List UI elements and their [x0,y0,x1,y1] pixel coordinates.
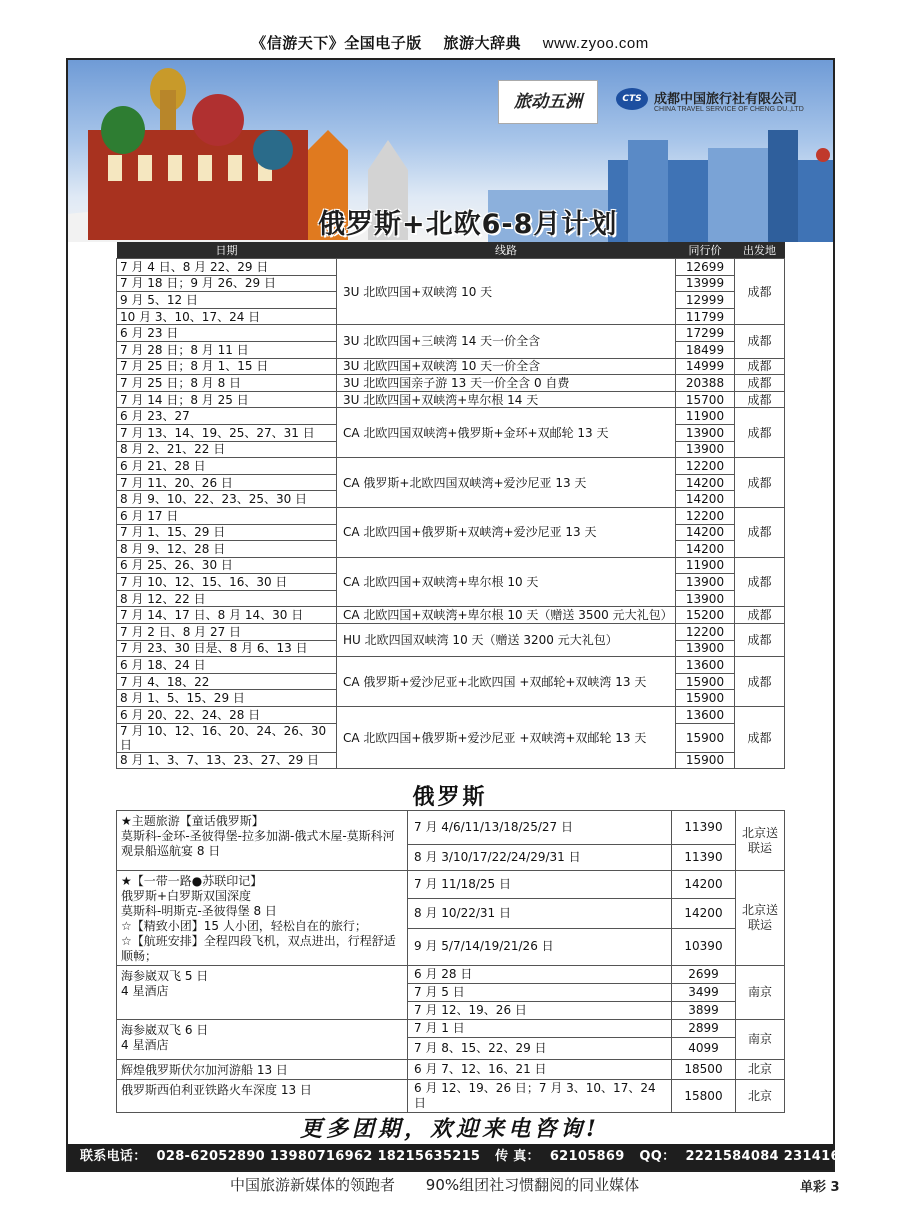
price-cell: 3899 [672,1002,736,1020]
departure-cell: 成都 [735,657,785,707]
header-route: 线路 [337,242,676,259]
date-cell: 7 月 11、20、26 日 [117,474,337,491]
date-cell: 10 月 3、10、17、24 日 [117,308,337,325]
qq-numbers: 2221584084 2314168520 [685,1149,878,1164]
cts-emblem-icon: CTS [616,88,648,110]
date-cell: 7 月 10、12、15、16、30 日 [117,574,337,591]
date-cell: 6 月 18、24 日 [117,657,337,674]
departure-cell: 成都 [735,607,785,624]
price-cell: 11390 [672,845,736,871]
date-cell: 8 月 1、3、7、13、23、27、29 日 [117,752,337,769]
table-row [117,1060,785,1080]
russia-section-title: 俄罗斯 [412,785,488,810]
departure-cell: 北京 [736,1080,785,1113]
table-row [117,259,785,276]
route-cell: 3U 北欧四国+双峡湾+卑尔根 14 天 [337,391,676,408]
tour-description-line: ★【一带一路●苏联印记】 [121,874,263,888]
route-cell: CA 北欧四国+俄罗斯+双峡湾+爱沙尼亚 13 天 [337,507,676,557]
tour-description-cell [117,1080,408,1113]
route-cell: CA 北欧四国双峡湾+俄罗斯+金环+双邮轮 13 天 [337,408,676,458]
dates-cell: 7 月 4/6/11/13/18/25/27 日 [408,811,672,845]
route-cell: 3U 北欧四国亲子游 13 天一价全含 0 自费 [337,375,676,392]
tour-description-cell [117,871,408,966]
header-price: 同行价 [676,242,735,259]
route-cell: CA 北欧四国+双峡湾+卑尔根 10 天（赠送 3500 元大礼包） [337,607,676,624]
tour-description-line: 辉煌俄罗斯伏尔加河游船 13 日 [121,1063,288,1077]
dates-cell: 8 月 10/22/31 日 [408,898,672,928]
price-cell: 13900 [676,574,735,591]
dates-cell: 6 月 12、19、26 日；7 月 3、10、17、24 日 [408,1080,672,1113]
departure-cell: 北京 [736,1060,785,1080]
date-cell: 7 月 25 日；8 月 1、15 日 [117,358,337,375]
price-cell: 13999 [676,275,735,292]
price-cell: 12699 [676,259,735,276]
table-row [117,358,785,375]
tour-description-line: 4 星酒店 [121,984,169,998]
table-row [117,871,785,899]
table-row [117,707,785,724]
price-cell: 12200 [676,458,735,475]
tour-description-line: 海参崴双飞 6 日 [121,1023,209,1037]
price-cell: 4099 [672,1038,736,1060]
date-cell: 8 月 1、5、15、29 日 [117,690,337,707]
departure-cell: 成都 [735,707,785,769]
company-logo [616,84,826,124]
masthead [0,32,900,53]
date-cell: 7 月 4、18、22 [117,673,337,690]
tour-description-cell [117,1060,408,1080]
price-cell: 13900 [676,640,735,657]
price-cell: 13900 [676,590,735,607]
dates-cell: 6 月 7、12、16、21 日 [408,1060,672,1080]
date-cell: 7 月 14、17 日、8 月 14、30 日 [117,607,337,624]
date-cell: 6 月 17 日 [117,507,337,524]
tour-description-line: 莫斯科-金环-圣彼得堡-拉多加湖-俄式木屋-莫斯科河观景船巡航宴 8 日 [121,829,395,858]
dates-cell: 6 月 28 日 [408,966,672,984]
price-cell: 10390 [672,928,736,965]
route-cell: 3U 北欧四国+三峡湾 14 天一价全含 [337,325,676,358]
date-cell: 6 月 21、28 日 [117,458,337,475]
tour-description-line: ☆【精致小团】15 人小团，轻松自在的旅行； [121,919,367,933]
route-cell: CA 北欧四国+双峡湾+卑尔根 10 天 [337,557,676,607]
dates-cell: 7 月 11/18/25 日 [408,871,672,899]
date-cell: 7 月 18 日；9 月 26、29 日 [117,275,337,292]
table-row [117,607,785,624]
tour-description-cell [117,1020,408,1060]
departure-cell: 成都 [735,259,785,325]
date-cell: 8 月 9、10、22、23、25、30 日 [117,491,337,508]
onion-dome [101,106,145,154]
dates-cell: 7 月 12、19、26 日 [408,1002,672,1020]
route-cell: 3U 北欧四国+双峡湾 10 天 [337,259,676,325]
table-row [117,1020,785,1038]
price-cell: 13900 [676,441,735,458]
page-number: 单彩 3 [800,1180,840,1195]
tour-description-line: 海参崴双飞 5 日 [121,969,209,983]
date-cell: 7 月 1、15、29 日 [117,524,337,541]
tour-logo: 旅动五洲 [498,80,598,124]
date-cell: 6 月 25、26、30 日 [117,557,337,574]
price-cell: 12999 [676,292,735,309]
table-row [117,408,785,425]
departure-cell: 成都 [735,375,785,392]
dates-cell: 7 月 1 日 [408,1020,672,1038]
fax-number: 62105869 [549,1149,625,1164]
company-name-cn: 成都中国旅行社有限公司 [654,92,798,107]
date-cell: 7 月 4 日、8 月 22、29 日 [117,259,337,276]
price-cell: 11799 [676,308,735,325]
departure-cell: 成都 [735,557,785,607]
price-cell: 14200 [676,524,735,541]
table-row [117,375,785,392]
dates-cell: 7 月 5 日 [408,984,672,1002]
tour-description-line: 莫斯科-明斯克-圣彼得堡 8 日 [121,904,277,918]
table-row [117,966,785,984]
table-header-row [117,242,785,259]
fax-label: 传 真： [495,1149,540,1164]
header-date: 日期 [117,242,337,259]
contact-bar [68,1144,878,1170]
date-cell: 6 月 20、22、24、28 日 [117,707,337,724]
route-cell: CA 俄罗斯+爱沙尼亚+北欧四国 +双邮轮+双峡湾 13 天 [337,657,676,707]
date-cell: 7 月 28 日；8 月 11 日 [117,341,337,358]
date-cell: 6 月 23 日 [117,325,337,342]
date-cell: 7 月 10、12、16、20、24、26、30 日 [117,723,337,752]
dates-cell: 9 月 5/7/14/19/21/26 日 [408,928,672,965]
tagline-1: 中国旅游新媒体的领跑者 [230,1176,396,1194]
slogan: 更多团期，欢迎来电咨询! [300,1116,600,1142]
price-cell: 18500 [672,1060,736,1080]
tagline-2: 90%组团社习惯翻阅的同业媒体 [425,1176,640,1194]
table-row [117,557,785,574]
route-cell: CA 俄罗斯+北欧四国双峡湾+爱沙尼亚 13 天 [337,458,676,508]
magazine-subtitle: 旅游大辞典 [443,34,521,52]
price-cell: 15800 [672,1080,736,1113]
company-name-en: CHINA TRAVEL SERVICE OF CHENG DU.,LTD [654,106,804,113]
tour-description-cell [117,811,408,871]
price-cell: 14999 [676,358,735,375]
table-row [117,657,785,674]
dates-cell: 8 月 3/10/17/22/24/29/31 日 [408,845,672,871]
date-cell: 7 月 13、14、19、25、27、31 日 [117,424,337,441]
price-cell: 11900 [676,408,735,425]
table-row [117,507,785,524]
price-cell: 18499 [676,341,735,358]
date-cell: 6 月 23、27 [117,408,337,425]
phone-label: 联系电话： [80,1149,147,1164]
tour-description-line: 俄罗斯+白罗斯双国深度 [121,889,252,903]
date-cell: 7 月 23、30 日是、8 月 6、13 日 [117,640,337,657]
route-cell: HU 北欧四国双峡湾 10 天（赠送 3200 元大礼包） [337,624,676,657]
departure-cell: 成都 [735,325,785,358]
price-cell: 15700 [676,391,735,408]
price-cell: 15900 [676,723,735,752]
price-cell: 2699 [672,966,736,984]
date-cell: 9 月 5、12 日 [117,292,337,309]
magazine-title: 《信游天下》全国电子版 [251,34,422,52]
footer-tagline [230,1174,665,1195]
price-cell: 14200 [672,871,736,899]
phone-numbers[interactable]: 028-62052890 13980716962 18215635215 [156,1149,481,1164]
price-cell: 11900 [676,557,735,574]
tour-description-line: 4 星酒店 [121,1038,169,1052]
departure-cell: 成都 [735,507,785,557]
table-row [117,1080,785,1113]
departure-cell: 成都 [735,358,785,375]
tour-description-line: ★主题旅游【童话俄罗斯】 [121,814,264,828]
schedule-table [116,242,785,769]
onion-dome [253,130,293,170]
date-cell: 7 月 25 日；8 月 8 日 [117,375,337,392]
date-cell: 7 月 14 日；8 月 25 日 [117,391,337,408]
price-cell: 14200 [672,898,736,928]
date-cell: 8 月 2、21、22 日 [117,441,337,458]
tour-description-line: 俄罗斯西伯利亚铁路火车深度 13 日 [121,1083,312,1097]
table-row [117,624,785,641]
russia-table [116,810,785,1113]
price-cell: 20388 [676,375,735,392]
hero-banner [68,60,833,242]
departure-cell: 成都 [735,458,785,508]
banner-title: 俄罗斯+北欧6-8月计划 [318,209,618,240]
price-cell: 14200 [676,474,735,491]
departure-cell: 北京送联运 [736,811,785,871]
price-cell: 14200 [676,491,735,508]
balloon-icon [816,148,830,162]
price-cell: 2899 [672,1020,736,1038]
price-cell: 11390 [672,811,736,845]
departure-cell: 北京送联运 [736,871,785,966]
tour-description-line: ☆【航班安排】全程四段飞机，双点进出，行程舒适顺畅； [121,934,396,963]
price-cell: 13900 [676,424,735,441]
price-cell: 17299 [676,325,735,342]
departure-cell: 南京 [736,1020,785,1060]
tour-description-cell [117,966,408,1020]
route-cell: CA 北欧四国+俄罗斯+爱沙尼亚 +双峡湾+双邮轮 13 天 [337,707,676,769]
table-row [117,811,785,845]
table-row [117,391,785,408]
route-cell: 3U 北欧四国+双峡湾 10 天一价全含 [337,358,676,375]
onion-dome [192,94,244,146]
date-cell: 8 月 12、22 日 [117,590,337,607]
table-row [117,458,785,475]
departure-cell: 成都 [735,391,785,408]
price-cell: 15900 [676,752,735,769]
departure-cell: 成都 [735,408,785,458]
price-cell: 15200 [676,607,735,624]
price-cell: 15900 [676,673,735,690]
table-row [117,325,785,342]
dates-cell: 7 月 8、15、22、29 日 [408,1038,672,1060]
departure-cell: 南京 [736,966,785,1020]
price-cell: 13600 [676,657,735,674]
price-cell: 12200 [676,624,735,641]
departure-cell: 成都 [735,624,785,657]
qq-label: QQ： [639,1149,676,1164]
price-cell: 15900 [676,690,735,707]
date-cell: 8 月 9、12、28 日 [117,541,337,558]
price-cell: 14200 [676,541,735,558]
price-cell: 13600 [676,707,735,724]
website-link[interactable]: www.zyoo.com [542,35,649,52]
price-cell: 3499 [672,984,736,1002]
price-cell: 12200 [676,507,735,524]
date-cell: 7 月 2 日、8 月 27 日 [117,624,337,641]
header-departure: 出发地 [735,242,785,259]
